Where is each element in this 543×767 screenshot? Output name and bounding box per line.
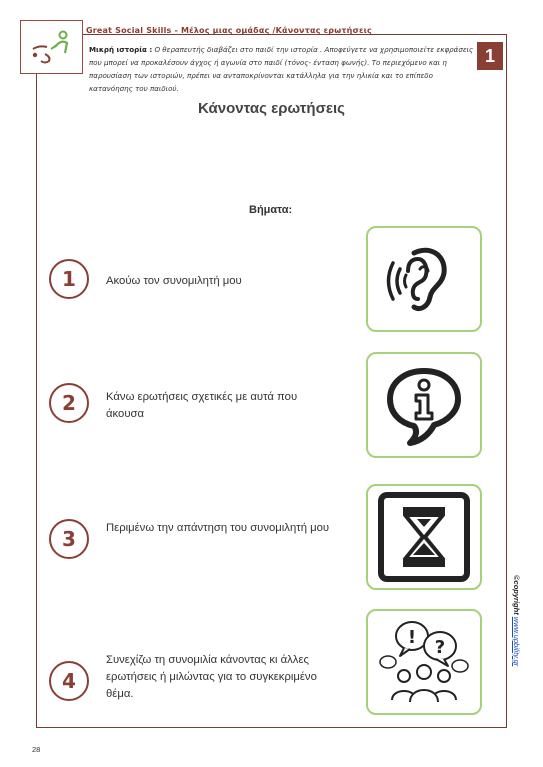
svg-text:!: ! — [407, 627, 417, 648]
step-icon-box-3 — [366, 484, 482, 590]
step-text-1: Ακούω τον συνομιλητή μου — [106, 275, 242, 287]
page-badge: 1 — [477, 42, 503, 70]
people-conversation-icon — [374, 614, 474, 710]
step-number-1: 1 — [49, 259, 89, 299]
steps-heading: Βήματα: — [249, 204, 293, 216]
page-title: Κάνοντας ερωτήσεις — [198, 100, 345, 117]
step-icon-box-4 — [366, 609, 482, 715]
header-divider — [84, 34, 504, 35]
svg-text:?: ? — [434, 637, 446, 658]
step-icon-box-2 — [366, 352, 482, 458]
step-text-2: Κάνω ερωτήσεις σχετικές με αυτά που άκουσα — [106, 391, 298, 420]
step-number-3: 3 — [49, 519, 89, 559]
header-title: Great Social Skills - Μέλος μιας ομάδας /Κάνοντας ερωτήσεις — [86, 26, 372, 35]
hourglass-icon — [375, 489, 473, 585]
step-text-4: Συνεχίζω τη συνομιλία κάνοντας κι άλλες ερωτήσεις ή μιλώντας για το συγκεκριμένο θέμα. — [106, 654, 317, 700]
intro-text: Ο θεραπευτής διαβάζει στο παιδί την ιστορία . Αποφεύγετε να χρησιμοποιείτε εκφράσεις που μπορεί να προκαλέσουν άγχος ή αγωνία στο παιδί (τόνος- ένταση φωνής). Το περιεχόμενο και η παρουσίαση των ιστοριών, πρέπει να ανταποκρίνονται κατάλληλα για την ηλικία και το επίπεδο κατανόησης του παιδιού. — [89, 45, 474, 93]
logo-icon — [21, 21, 82, 73]
intro-paragraph — [89, 43, 474, 95]
ear-icon — [384, 239, 464, 319]
copyright-link[interactable]: www.upbility.gr — [512, 616, 521, 667]
intro-label: Μικρή ιστορία : — [89, 45, 153, 54]
step-number-4: 4 — [49, 661, 89, 701]
info-speech-bubble-icon — [382, 363, 466, 447]
page-number: 28 — [32, 745, 41, 754]
step-text-3: Περιμένω την απάντηση του συνομιλητή μου — [106, 522, 330, 534]
copyright-label: ©copyright — [512, 575, 521, 615]
copyright-notice — [508, 575, 520, 685]
step-icon-box-1 — [366, 226, 482, 332]
logo — [20, 20, 83, 74]
step-number-2: 2 — [49, 383, 89, 423]
